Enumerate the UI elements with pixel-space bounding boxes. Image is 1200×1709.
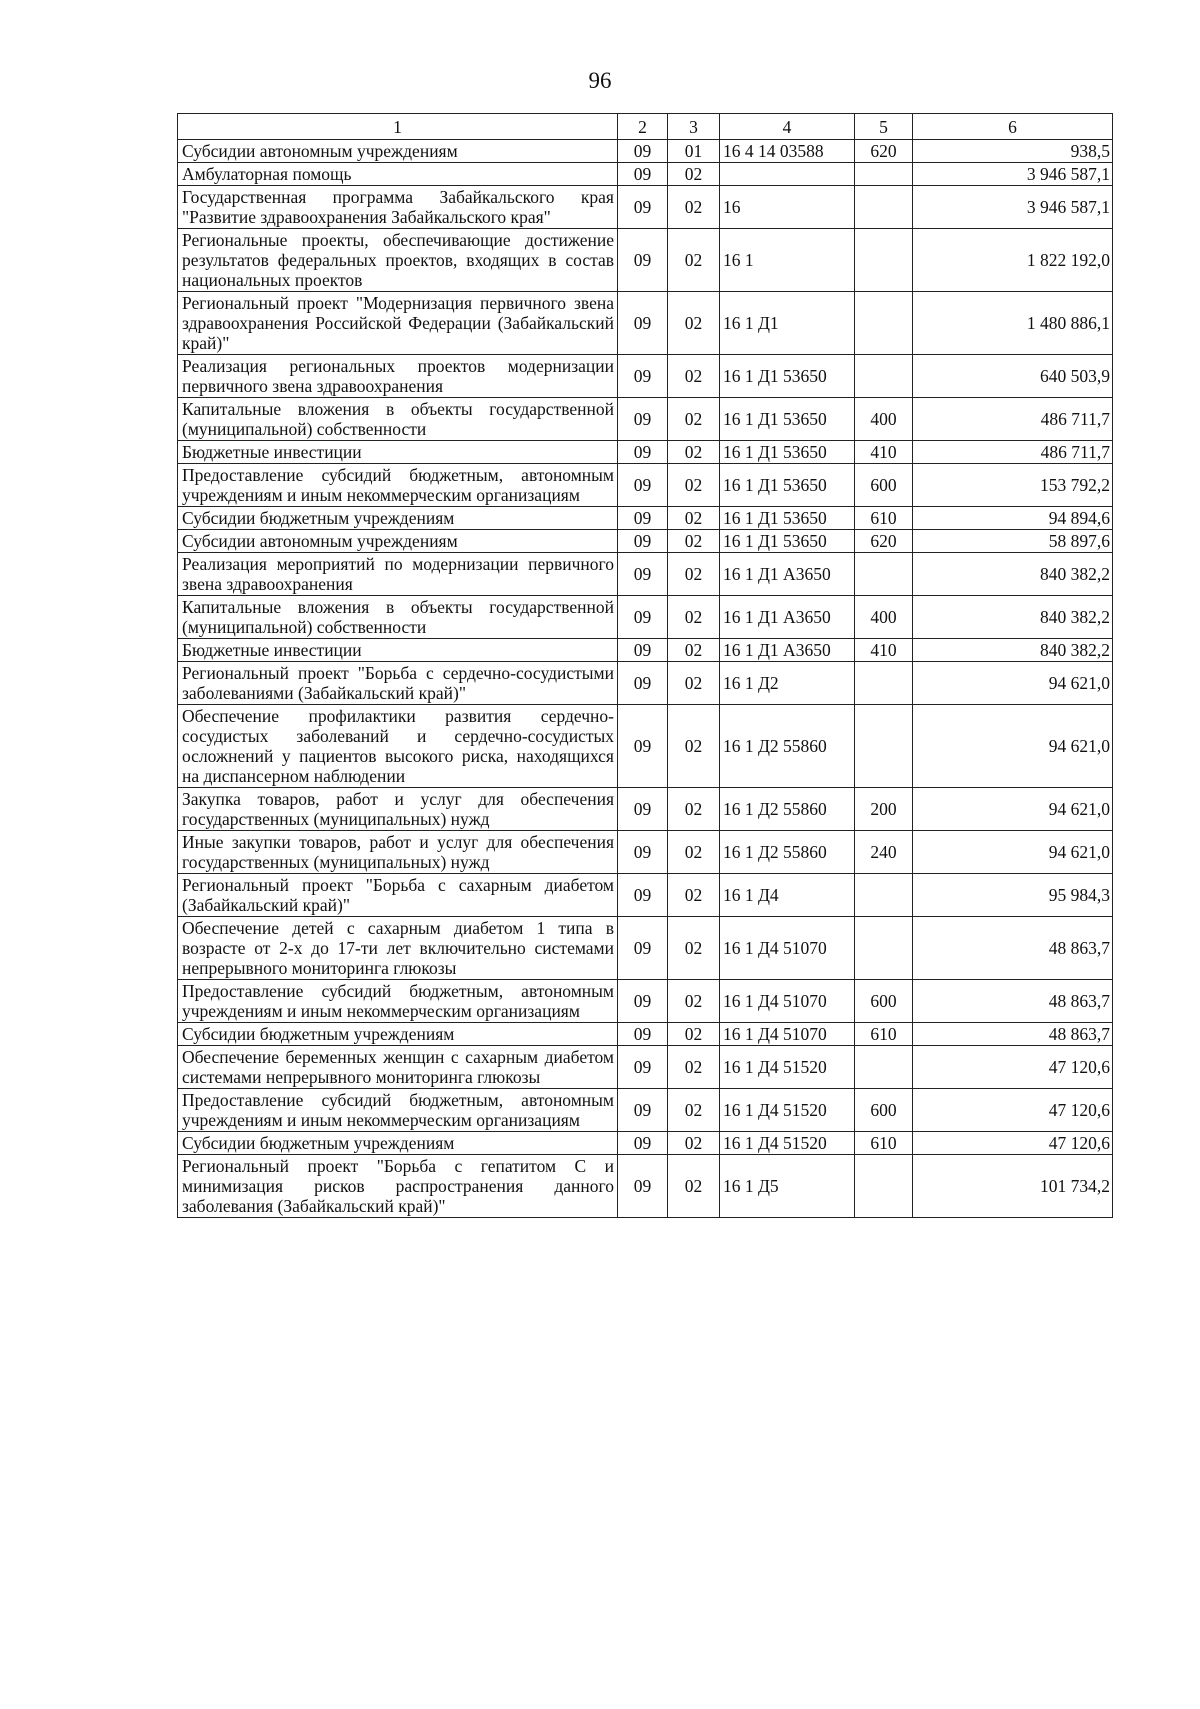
row-name-cell: Субсидии автономным учреждениям xyxy=(178,140,618,163)
target-article-cell: 16 1 xyxy=(720,229,855,292)
target-article-cell: 16 1 Д2 55860 xyxy=(720,831,855,874)
subsection-code-cell: 02 xyxy=(668,788,720,831)
table-row xyxy=(178,980,1113,1023)
table-row xyxy=(178,788,1113,831)
row-name-cell: Субсидии бюджетным учреждениям xyxy=(178,1132,618,1155)
expense-type-cell xyxy=(855,553,913,596)
section-code-cell: 09 xyxy=(618,441,668,464)
amount-cell: 840 382,2 xyxy=(913,553,1113,596)
amount-cell: 94 621,0 xyxy=(913,662,1113,705)
subsection-code-cell: 02 xyxy=(668,1089,720,1132)
subsection-code-cell: 02 xyxy=(668,1023,720,1046)
section-code-cell: 09 xyxy=(618,788,668,831)
subsection-code-cell: 02 xyxy=(668,831,720,874)
section-code-cell: 09 xyxy=(618,874,668,917)
table-row xyxy=(178,355,1113,398)
page-number: 96 xyxy=(588,68,612,93)
amount-cell: 48 863,7 xyxy=(913,980,1113,1023)
row-name-cell: Капитальные вложения в объекты государственной (муниципальной) собственности xyxy=(178,596,618,639)
target-article-cell: 16 1 Д4 xyxy=(720,874,855,917)
expense-type-cell xyxy=(855,705,913,788)
table-body xyxy=(178,140,1113,1218)
table-row xyxy=(178,530,1113,553)
subsection-code-cell: 02 xyxy=(668,163,720,186)
amount-cell: 94 621,0 xyxy=(913,831,1113,874)
target-article-cell: 16 1 Д2 55860 xyxy=(720,705,855,788)
amount-cell: 938,5 xyxy=(913,140,1113,163)
subsection-code-cell: 02 xyxy=(668,917,720,980)
section-code-cell: 09 xyxy=(618,1155,668,1218)
row-name-cell: Капитальные вложения в объекты государственной (муниципальной) собственности xyxy=(178,398,618,441)
target-article-cell xyxy=(720,163,855,186)
section-code-cell: 09 xyxy=(618,917,668,980)
target-article-cell: 16 1 Д1 53650 xyxy=(720,464,855,507)
subsection-code-cell: 02 xyxy=(668,292,720,355)
subsection-code-cell: 02 xyxy=(668,441,720,464)
subsection-code-cell: 02 xyxy=(668,464,720,507)
section-code-cell: 09 xyxy=(618,398,668,441)
expense-type-cell xyxy=(855,1046,913,1089)
row-name-cell: Региональный проект "Борьба с сахарным диабетом (Забайкальский край)" xyxy=(178,874,618,917)
table-row xyxy=(178,507,1113,530)
expense-type-cell: 620 xyxy=(855,140,913,163)
section-code-cell: 09 xyxy=(618,1046,668,1089)
table-row xyxy=(178,553,1113,596)
table-row xyxy=(178,596,1113,639)
section-code-cell: 09 xyxy=(618,530,668,553)
amount-cell: 47 120,6 xyxy=(913,1046,1113,1089)
expense-type-cell xyxy=(855,163,913,186)
subsection-code-cell: 01 xyxy=(668,140,720,163)
section-code-cell: 09 xyxy=(618,553,668,596)
expense-type-cell xyxy=(855,355,913,398)
subsection-code-cell: 02 xyxy=(668,1155,720,1218)
amount-cell: 94 621,0 xyxy=(913,705,1113,788)
target-article-cell: 16 1 Д4 51520 xyxy=(720,1089,855,1132)
target-article-cell: 16 1 Д1 А3650 xyxy=(720,553,855,596)
section-code-cell: 09 xyxy=(618,186,668,229)
target-article-cell: 16 1 Д1 А3650 xyxy=(720,639,855,662)
table-row xyxy=(178,1089,1113,1132)
amount-cell: 48 863,7 xyxy=(913,1023,1113,1046)
row-name-cell: Региональные проекты, обеспечивающие достижение результатов федеральных проектов, входящих в состав национальных проектов xyxy=(178,229,618,292)
row-name-cell: Субсидии бюджетным учреждениям xyxy=(178,507,618,530)
table-row xyxy=(178,398,1113,441)
amount-cell: 640 503,9 xyxy=(913,355,1113,398)
row-name-cell: Предоставление субсидий бюджетным, автономным учреждениям и иным некоммерческим организациям xyxy=(178,980,618,1023)
table-row xyxy=(178,1046,1113,1089)
target-article-cell: 16 4 14 03588 xyxy=(720,140,855,163)
target-article-cell: 16 1 Д5 xyxy=(720,1155,855,1218)
expense-type-cell: 200 xyxy=(855,788,913,831)
row-name-cell: Бюджетные инвестиции xyxy=(178,441,618,464)
table-row xyxy=(178,639,1113,662)
subsection-code-cell: 02 xyxy=(668,507,720,530)
amount-cell: 47 120,6 xyxy=(913,1132,1113,1155)
target-article-cell: 16 xyxy=(720,186,855,229)
row-name-cell: Региональный проект "Модернизация первичного звена здравоохранения Российской Федерации (Забайкальский край)" xyxy=(178,292,618,355)
expense-type-cell: 610 xyxy=(855,507,913,530)
table-row xyxy=(178,464,1113,507)
row-name-cell: Предоставление субсидий бюджетным, автономным учреждениям и иным некоммерческим организациям xyxy=(178,464,618,507)
amount-cell: 486 711,7 xyxy=(913,398,1113,441)
subsection-code-cell: 02 xyxy=(668,355,720,398)
row-name-cell: Субсидии бюджетным учреждениям xyxy=(178,1023,618,1046)
table-row xyxy=(178,441,1113,464)
column-number: 5 xyxy=(855,114,913,140)
target-article-cell: 16 1 Д2 55860 xyxy=(720,788,855,831)
table-row xyxy=(178,292,1113,355)
subsection-code-cell: 02 xyxy=(668,398,720,441)
target-article-cell: 16 1 Д1 53650 xyxy=(720,398,855,441)
expense-type-cell: 240 xyxy=(855,831,913,874)
table-row xyxy=(178,186,1113,229)
section-code-cell: 09 xyxy=(618,662,668,705)
amount-cell: 94 894,6 xyxy=(913,507,1113,530)
subsection-code-cell: 02 xyxy=(668,186,720,229)
section-code-cell: 09 xyxy=(618,1089,668,1132)
amount-cell: 95 984,3 xyxy=(913,874,1113,917)
section-code-cell: 09 xyxy=(618,831,668,874)
expense-type-cell: 400 xyxy=(855,596,913,639)
section-code-cell: 09 xyxy=(618,163,668,186)
amount-cell: 840 382,2 xyxy=(913,639,1113,662)
expense-type-cell: 610 xyxy=(855,1132,913,1155)
subsection-code-cell: 02 xyxy=(668,596,720,639)
expense-type-cell xyxy=(855,874,913,917)
target-article-cell: 16 1 Д1 53650 xyxy=(720,507,855,530)
row-name-cell: Государственная программа Забайкальского края "Развитие здравоохранения Забайкальского края" xyxy=(178,186,618,229)
section-code-cell: 09 xyxy=(618,229,668,292)
expense-type-cell xyxy=(855,292,913,355)
table-row xyxy=(178,917,1113,980)
subsection-code-cell: 02 xyxy=(668,705,720,788)
amount-cell: 1 480 886,1 xyxy=(913,292,1113,355)
row-name-cell: Иные закупки товаров, работ и услуг для обеспечения государственных (муниципальных) нужд xyxy=(178,831,618,874)
budget-table xyxy=(177,113,1113,1218)
section-code-cell: 09 xyxy=(618,140,668,163)
table-row xyxy=(178,831,1113,874)
target-article-cell: 16 1 Д1 53650 xyxy=(720,530,855,553)
amount-cell: 101 734,2 xyxy=(913,1155,1113,1218)
section-code-cell: 09 xyxy=(618,464,668,507)
table-row xyxy=(178,705,1113,788)
target-article-cell: 16 1 Д4 51070 xyxy=(720,917,855,980)
amount-cell: 3 946 587,1 xyxy=(913,186,1113,229)
row-name-cell: Региональный проект "Борьба с сердечно-сосудистыми заболеваниями (Забайкальский край)" xyxy=(178,662,618,705)
subsection-code-cell: 02 xyxy=(668,229,720,292)
expense-type-cell xyxy=(855,917,913,980)
section-code-cell: 09 xyxy=(618,507,668,530)
row-name-cell: Предоставление субсидий бюджетным, автономным учреждениям и иным некоммерческим организациям xyxy=(178,1089,618,1132)
section-code-cell: 09 xyxy=(618,596,668,639)
column-number: 6 xyxy=(913,114,1113,140)
table-row xyxy=(178,1023,1113,1046)
subsection-code-cell: 02 xyxy=(668,662,720,705)
target-article-cell: 16 1 Д4 51520 xyxy=(720,1046,855,1089)
expense-type-cell: 410 xyxy=(855,441,913,464)
expense-type-cell: 620 xyxy=(855,530,913,553)
section-code-cell: 09 xyxy=(618,639,668,662)
row-name-cell: Бюджетные инвестиции xyxy=(178,639,618,662)
subsection-code-cell: 02 xyxy=(668,1132,720,1155)
subsection-code-cell: 02 xyxy=(668,1046,720,1089)
amount-cell: 3 946 587,1 xyxy=(913,163,1113,186)
expense-type-cell xyxy=(855,229,913,292)
subsection-code-cell: 02 xyxy=(668,553,720,596)
amount-cell: 1 822 192,0 xyxy=(913,229,1113,292)
row-name-cell: Амбулаторная помощь xyxy=(178,163,618,186)
table-row xyxy=(178,1132,1113,1155)
section-code-cell: 09 xyxy=(618,1132,668,1155)
target-article-cell: 16 1 Д1 А3650 xyxy=(720,596,855,639)
table-row xyxy=(178,662,1113,705)
column-number: 1 xyxy=(178,114,618,140)
expense-type-cell: 600 xyxy=(855,1089,913,1132)
amount-cell: 153 792,2 xyxy=(913,464,1113,507)
table-row xyxy=(178,874,1113,917)
row-name-cell: Обеспечение беременных женщин с сахарным диабетом системами непрерывного мониторинга глюкозы xyxy=(178,1046,618,1089)
amount-cell: 486 711,7 xyxy=(913,441,1113,464)
expense-type-cell: 410 xyxy=(855,639,913,662)
row-name-cell: Реализация мероприятий по модернизации первичного звена здравоохранения xyxy=(178,553,618,596)
subsection-code-cell: 02 xyxy=(668,530,720,553)
row-name-cell: Обеспечение детей с сахарным диабетом 1 типа в возрасте от 2-х до 17-ти лет включительно системами непрерывного мониторинга глюкозы xyxy=(178,917,618,980)
row-name-cell: Региональный проект "Борьба с гепатитом С и минимизация рисков распространения данного заболевания (Забайкальский край)" xyxy=(178,1155,618,1218)
amount-cell: 47 120,6 xyxy=(913,1089,1113,1132)
amount-cell: 58 897,6 xyxy=(913,530,1113,553)
amount-cell: 840 382,2 xyxy=(913,596,1113,639)
column-number: 3 xyxy=(668,114,720,140)
section-code-cell: 09 xyxy=(618,1023,668,1046)
expense-type-cell xyxy=(855,186,913,229)
table-row xyxy=(178,163,1113,186)
subsection-code-cell: 02 xyxy=(668,639,720,662)
table-row xyxy=(178,229,1113,292)
expense-type-cell: 600 xyxy=(855,980,913,1023)
column-number: 2 xyxy=(618,114,668,140)
amount-cell: 48 863,7 xyxy=(913,917,1113,980)
target-article-cell: 16 1 Д4 51070 xyxy=(720,1023,855,1046)
subsection-code-cell: 02 xyxy=(668,874,720,917)
expense-type-cell: 400 xyxy=(855,398,913,441)
section-code-cell: 09 xyxy=(618,705,668,788)
target-article-cell: 16 1 Д1 53650 xyxy=(720,355,855,398)
target-article-cell: 16 1 Д2 xyxy=(720,662,855,705)
target-article-cell: 16 1 Д4 51520 xyxy=(720,1132,855,1155)
section-code-cell: 09 xyxy=(618,980,668,1023)
target-article-cell: 16 1 Д4 51070 xyxy=(720,980,855,1023)
expense-type-cell xyxy=(855,662,913,705)
column-number-row xyxy=(178,114,1113,140)
target-article-cell: 16 1 Д1 53650 xyxy=(720,441,855,464)
row-name-cell: Реализация региональных проектов модернизации первичного звена здравоохранения xyxy=(178,355,618,398)
expense-type-cell: 610 xyxy=(855,1023,913,1046)
target-article-cell: 16 1 Д1 xyxy=(720,292,855,355)
row-name-cell: Субсидии автономным учреждениям xyxy=(178,530,618,553)
expense-type-cell xyxy=(855,1155,913,1218)
column-number: 4 xyxy=(720,114,855,140)
expense-type-cell: 600 xyxy=(855,464,913,507)
table-row xyxy=(178,140,1113,163)
row-name-cell: Обеспечение профилактики развития сердечно-сосудистых заболеваний и сердечно-сосудистых осложнений у пациентов высокого риска, находящихся на диспансерном наблюдении xyxy=(178,705,618,788)
row-name-cell: Закупка товаров, работ и услуг для обеспечения государственных (муниципальных) нужд xyxy=(178,788,618,831)
section-code-cell: 09 xyxy=(618,355,668,398)
amount-cell: 94 621,0 xyxy=(913,788,1113,831)
subsection-code-cell: 02 xyxy=(668,980,720,1023)
table-row xyxy=(178,1155,1113,1218)
section-code-cell: 09 xyxy=(618,292,668,355)
